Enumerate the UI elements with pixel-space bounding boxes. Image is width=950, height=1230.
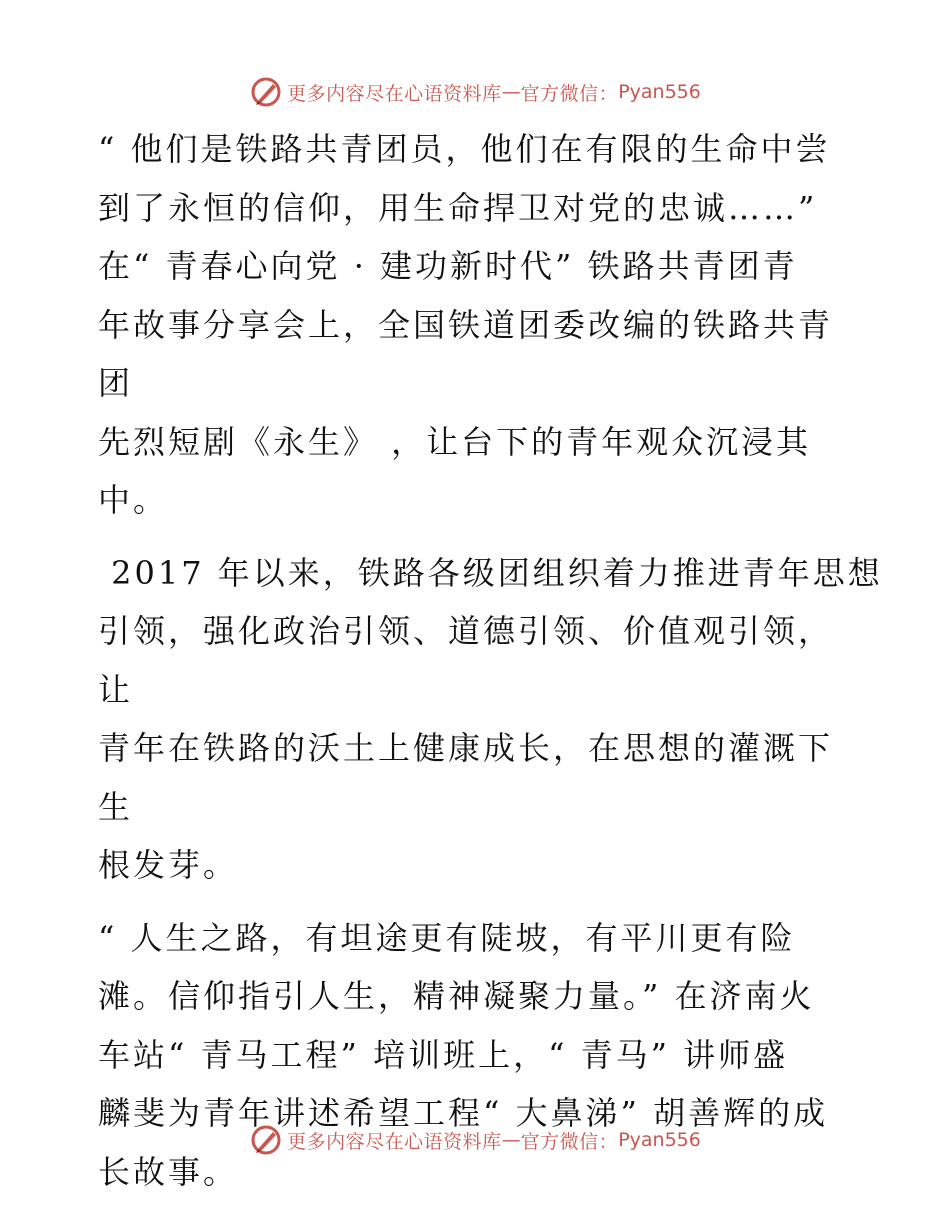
- text-line: 麟斐为青年讲述希望工程“ 大鼻涕” 胡善辉的成: [98, 1094, 829, 1132]
- text-line: 先烈短剧《永生》 ，让台下的青年观众沉浸其: [98, 422, 812, 461]
- watermark-dash: —: [501, 81, 521, 103]
- text-line: 青年在铁路的沃土上健康成长，在思想的灌溉下生: [98, 729, 834, 826]
- header-watermark: [0, 72, 950, 112]
- text-line: “ 他们是铁路共青团员，他们在有限的生命中尝: [98, 130, 831, 168]
- text-line: 2017 年以来，铁路各级团组织着力推进青年思想: [98, 553, 883, 592]
- watermark-site-text: 更多内容尽在心语资料库: [287, 1130, 502, 1153]
- text-line: 长故事。: [98, 1152, 239, 1191]
- watermark-account-label: 官方微信：: [520, 82, 619, 105]
- watermark-site-text: 更多内容尽在心语资料库: [287, 82, 502, 105]
- article-body: [98, 120, 883, 1201]
- footer-watermark: [0, 1120, 950, 1160]
- paragraph-2: [98, 544, 883, 895]
- watermark-account-label: 官方微信：: [520, 1130, 619, 1153]
- text-line: 车站“ 青马工程” 培训班上，“ 青马” 讲师盛: [98, 1035, 789, 1074]
- text-line: 中。: [98, 481, 169, 519]
- text-line: 滩。信仰指引人生，精神凝聚力量。” 在济南火: [98, 977, 815, 1015]
- watermark-account-id: Pyan556: [618, 1129, 701, 1151]
- watermark-dash: —: [501, 1129, 521, 1151]
- text-line: “ 人生之路，有坦途更有陡坡，有平川更有险: [98, 918, 796, 957]
- text-line: 年故事分享会上，全国铁道团委改编的铁路共青团: [98, 305, 834, 402]
- text-line: 根发芽。: [98, 846, 239, 884]
- watermark-account-id: Pyan556: [618, 81, 701, 103]
- text-line: 引领，强化政治引领、道德引领、价值观引领，让: [98, 612, 834, 709]
- pen-logo-icon: [249, 1123, 283, 1157]
- paragraph-1: [98, 120, 850, 530]
- text-line: 在“ 青春心向党 · 建功新时代” 铁路共青团青: [98, 247, 798, 285]
- pen-logo-icon: [249, 75, 283, 109]
- text-line: 到了永恒的信仰，用生命捍卫对党的忠诚……”: [98, 188, 818, 227]
